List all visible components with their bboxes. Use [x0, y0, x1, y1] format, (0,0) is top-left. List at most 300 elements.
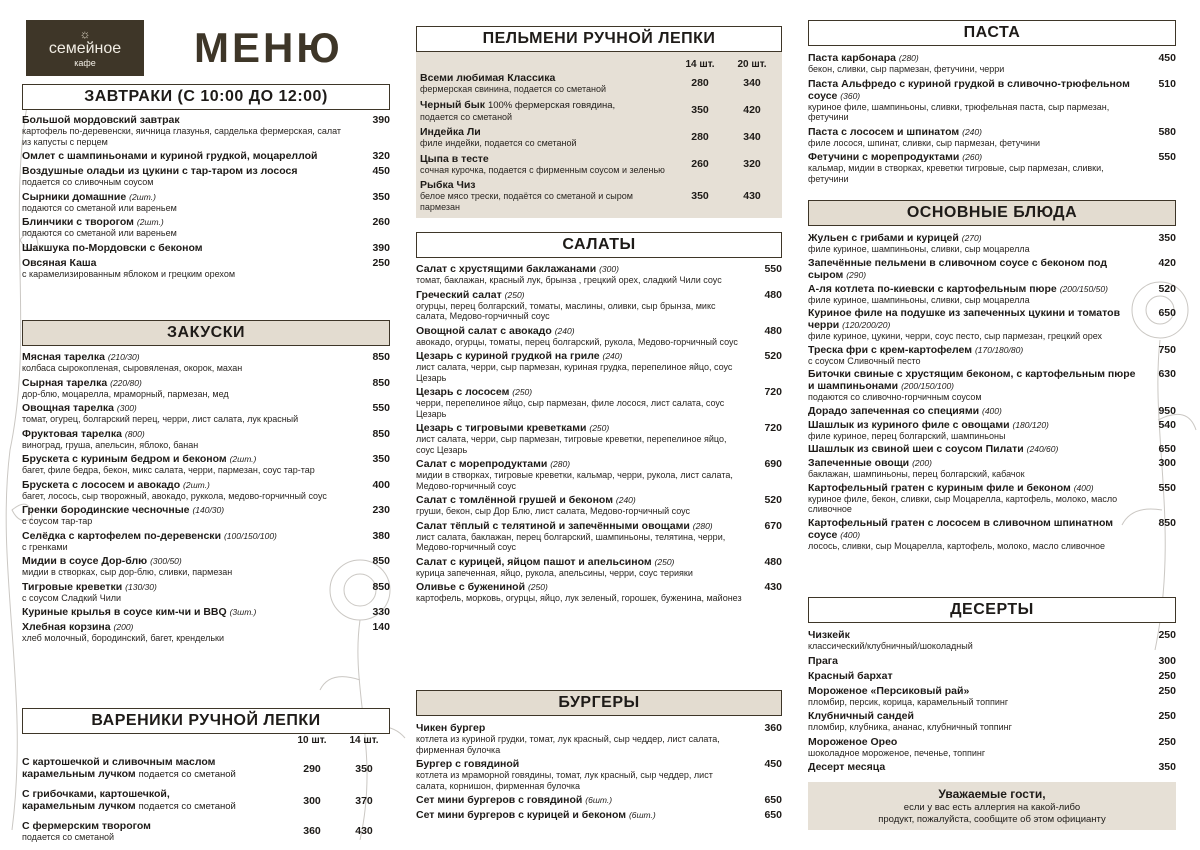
section-appetizers — [22, 320, 390, 647]
menu-item-title: Цезарь с лососем — [416, 386, 510, 398]
section-title: ЗАКУСКИ — [22, 320, 390, 346]
menu-item — [22, 402, 390, 425]
menu-item-title: Фруктовая тарелка — [22, 427, 122, 440]
menu-item-weight: (170/180/80) — [974, 344, 1024, 355]
menu-item-price: 250 — [1158, 710, 1176, 722]
menu-item-weight: (2шт.) — [136, 217, 164, 227]
menu-item — [808, 655, 1176, 667]
menu-item-title: Сырная тарелка — [22, 376, 108, 389]
menu-item — [22, 555, 390, 578]
section-title: БУРГЕРЫ — [416, 690, 782, 716]
menu-item-title: Картофельный гратен с лососем в сливочном шпинатном соусе — [808, 516, 1113, 541]
menu-item-description: томат, огурец, болгарский перец, черри, лист салата, лук красный — [22, 414, 299, 424]
menu-item-description: подается со сметаной — [420, 111, 513, 122]
menu-item — [416, 325, 782, 348]
menu-item-title: Сет мини бургеров с говядиной — [416, 794, 583, 806]
menu-item-title: Брускета с куриным бедром и беконом — [22, 453, 227, 465]
section-vareniki — [22, 708, 390, 850]
menu-item — [808, 257, 1176, 281]
menu-item-name — [808, 457, 1138, 469]
menu-item-title: Мороженое «Персиковый рай» — [808, 684, 970, 697]
menu-item-price: 670 — [764, 519, 782, 532]
menu-item-price: 250 — [372, 256, 390, 269]
menu-item-price: 350 — [372, 453, 390, 465]
menu-item-description: черри, перепелиное яйцо, сыр пармезан, филе лосося, лист салата, соус Цезарь — [416, 398, 725, 419]
menu-item-subline — [22, 800, 286, 813]
menu-item-text — [22, 621, 352, 644]
notice-line-1: если у вас есть аллергия на какой-либо — [903, 802, 1081, 813]
menu-item-title: Бургер с говядиной — [416, 758, 520, 770]
portion-header-b: 14 шт. — [349, 735, 379, 746]
menu-item-price-a: 290 — [303, 762, 321, 775]
menu-item-note: подается со сметаной — [22, 832, 115, 842]
menu-item-weight: (6шт.) — [628, 810, 656, 820]
menu-item — [808, 78, 1176, 123]
section-title: САЛАТЫ — [416, 232, 782, 258]
menu-item-text — [808, 443, 1138, 455]
menu-item-price: 430 — [764, 581, 782, 593]
menu-item-weight: (250) — [654, 556, 675, 567]
menu-item-text — [808, 78, 1138, 123]
menu-item-title: Хлебная корзина — [22, 621, 111, 633]
menu-item-price: 550 — [1158, 151, 1176, 163]
menu-item-price-a: 350 — [691, 104, 709, 117]
menu-item-weight: (130/30) — [125, 581, 157, 592]
menu-item — [808, 419, 1176, 442]
menu-item-price: 390 — [372, 114, 390, 126]
menu-item-title: Клубничный сандей — [808, 710, 914, 722]
menu-item-description: шоколадное мороженое, печенье, топпинг — [808, 747, 986, 758]
menu-item-title: С фермерским творогом — [22, 820, 151, 832]
menu-item-price-b: 340 — [743, 131, 761, 144]
menu-item-text — [22, 453, 352, 476]
menu-item-description: авокадо, огурцы, томаты, перец болгарский, рукола, Медово-горчичный соус — [416, 336, 738, 347]
menu-item-title: Овощной салат с авокадо — [416, 324, 552, 337]
menu-item-text — [22, 351, 352, 374]
menu-item-title: Салат тёплый с телятиной и запечёнными овощами — [416, 519, 690, 532]
menu-item-note: подается со сметаной — [138, 801, 236, 812]
menu-item-extra: 100% фермерская говядина, — [487, 99, 616, 111]
menu-item-description: мидии в створках, тигровые креветки, кальмар, черри, рукола, лист салата, Медово-горчичный соус — [416, 470, 733, 491]
menu-item-weight: (140/30) — [192, 505, 225, 515]
menu-item-text — [808, 232, 1138, 255]
menu-item — [416, 289, 782, 322]
menu-item-weight: (280) — [898, 53, 919, 63]
menu-item-text — [808, 126, 1138, 149]
menu-item-price: 320 — [372, 150, 390, 162]
menu-item-name — [808, 257, 1138, 281]
menu-item-title: Всеми любимая Классика — [420, 72, 556, 84]
menu-item — [416, 809, 782, 821]
menu-item-text — [808, 457, 1138, 480]
menu-item-text — [416, 325, 744, 348]
menu-item-text — [808, 405, 1138, 417]
menu-item-weight: (250) — [527, 582, 548, 592]
menu-item — [416, 350, 782, 383]
menu-item-price: 390 — [372, 241, 390, 254]
menu-item-text — [808, 52, 1138, 75]
menu-item-name — [22, 402, 352, 414]
menu-item-text — [416, 809, 744, 821]
menu-item-title: Паста Альфредо с куриной грудкой в сливочно-трюфельном соусе — [808, 77, 1130, 102]
menu-item-price: 300 — [1158, 654, 1176, 667]
logo-subtitle: кафе — [74, 58, 96, 68]
menu-item-title: Оливье с бужениной — [416, 581, 526, 593]
menu-item — [22, 351, 390, 374]
menu-item-name — [808, 78, 1138, 102]
menu-item-text — [808, 736, 1138, 759]
menu-item-name — [808, 629, 1138, 641]
menu-item-text — [416, 458, 744, 491]
menu-item-description: огурцы, перец болгарский, томаты, маслины, оливки, сыр брынза, микс салата, Медово-горчичный соус — [416, 300, 716, 321]
section-title: ВАРЕНИКИ РУЧНОЙ ЛЕПКИ — [22, 708, 390, 734]
menu-item — [22, 621, 390, 644]
menu-item-name — [808, 232, 1138, 244]
menu-item-description: хлеб молочный, бородинский, багет, крендельки — [22, 633, 224, 643]
menu-item-text — [22, 257, 352, 280]
menu-item-description: сочная курочка, подается с фирменным соусом и зеленью — [420, 164, 665, 175]
menu-item-text — [22, 788, 286, 813]
menu-item-text — [808, 655, 1138, 667]
menu-item-description: курица запеченная, яйцо, рукола, апельсины, черри, соус терияки — [416, 567, 693, 578]
menu-item-description: кальмар, мидии в створках, креветки тигровые, сыр пармезан, сливки, фетучини — [808, 163, 1104, 184]
menu-item-description: лосось, сливки, сыр Моцарелла, картофель, молоко, масло сливочное — [808, 540, 1106, 551]
menu-item-price: 260 — [372, 216, 390, 228]
menu-item — [808, 457, 1176, 480]
menu-item-title: Картофельный гратен с куриным филе и беконом — [808, 481, 1071, 494]
menu-item-title: Мидии в соусе Дор-блю — [22, 555, 148, 567]
menu-item-name — [420, 99, 674, 112]
menu-item-title: Греческий салат — [416, 288, 502, 301]
menu-item-price: 520 — [1158, 282, 1176, 295]
menu-item — [22, 191, 390, 214]
menu-item-name — [416, 758, 744, 770]
menu-item-text — [416, 494, 744, 517]
menu-item-price: 400 — [372, 478, 390, 491]
menu-item-description: котлета из куриной грудки, томат, лук красный, сыр чеддер, лист салата, фирменная булочка — [416, 734, 720, 755]
menu-item — [420, 179, 778, 212]
menu-item — [22, 756, 390, 781]
menu-item-price-a: 280 — [691, 131, 709, 144]
menu-item-description: куриное филе, шампиньоны, сливки, трюфельная паста, сыр пармезан, фетучини — [808, 101, 1110, 122]
page-title: МЕНЮ — [194, 24, 343, 71]
menu-item-price-b: 340 — [743, 77, 761, 90]
menu-item — [22, 606, 390, 618]
menu-item-name — [22, 216, 352, 228]
menu-item-price: 550 — [764, 263, 782, 275]
menu-item — [808, 232, 1176, 255]
menu-item-subline — [22, 768, 286, 781]
portion-header-b: 20 шт. — [737, 59, 767, 70]
menu-item-title: Куриное филе на подушке из запеченных цукини и томатов черри — [808, 307, 1121, 331]
menu-item-price: 450 — [764, 758, 782, 770]
menu-item-title: С грибочками, картошечкой, — [22, 788, 170, 800]
sun-icon: ☼ — [79, 27, 91, 41]
menu-item-description: груши, бекон, сыр Дор Блю, лист салата, Медово-горчичный соус — [416, 506, 691, 516]
menu-item — [808, 368, 1176, 403]
menu-item-description: подается со сливочным соусом — [22, 177, 154, 187]
menu-item-price: 250 — [1158, 684, 1176, 697]
menu-item — [808, 761, 1176, 773]
menu-item-text — [22, 402, 352, 425]
logo-name: семейное — [48, 40, 122, 57]
menu-item-title: Селёдка с картофелем по-деревенски — [22, 529, 222, 542]
menu-item-weight: (250) — [512, 387, 533, 397]
menu-item-title: Чикен бургер — [416, 722, 486, 734]
menu-item-weight: (2шт.) — [183, 479, 210, 490]
menu-item-text — [420, 99, 674, 123]
menu-item-name — [808, 670, 1138, 682]
menu-item-price: 650 — [764, 794, 782, 806]
menu-item-title: Сырники домашние — [22, 190, 127, 203]
menu-item-price-a: 350 — [691, 189, 709, 202]
menu-item-description: куриное филе, бекон, сливки, сыр Моцарелла, картофель, молоко, масло сливочное — [808, 493, 1118, 514]
menu-item-price: 850 — [1158, 516, 1176, 529]
menu-item-text — [22, 114, 352, 147]
menu-item-name — [22, 453, 352, 465]
menu-item-price: 510 — [1158, 77, 1176, 90]
menu-item-text — [416, 794, 744, 806]
menu-item-text — [416, 289, 744, 322]
menu-item-description: баклажан, шампиньоны, перец болгарский, кабачок — [808, 469, 1025, 479]
menu-item-text — [22, 242, 352, 254]
menu-item — [22, 114, 390, 147]
menu-item-description: филе куриное, шампиньоны, сливки, сыр моцарелла — [808, 244, 1030, 254]
menu-item-weight: (260) — [962, 152, 983, 162]
menu-item-name — [22, 257, 352, 269]
menu-item-text — [808, 307, 1138, 342]
menu-item-description: виноград, груша, апельсин, яблоко, банан — [22, 439, 199, 450]
menu-item-title: Шашлык из свиной шеи с соусом Пилати — [808, 443, 1024, 455]
menu-item-name — [416, 386, 744, 398]
menu-item-title: Черный бык — [420, 98, 486, 111]
menu-item-description: картофель по-деревенски, яичница глазунья, сарделька фермерская, салат из капусты с перцем — [22, 126, 341, 147]
menu-item-text — [416, 520, 744, 553]
menu-item — [808, 126, 1176, 149]
menu-item-description: филе куриное, перец болгарский, шампиньоны — [808, 430, 1006, 441]
menu-item — [22, 150, 390, 162]
menu-item-description: багет, лосось, сыр творожный, авокадо, руккола, медово-горчичный соус — [22, 490, 327, 501]
menu-item-description: подаются со сметаной или вареньем — [22, 202, 177, 213]
menu-item-text — [808, 761, 1138, 773]
menu-item-price: 250 — [1158, 735, 1176, 748]
menu-item-price-a: 360 — [303, 825, 321, 838]
menu-item-price: 580 — [1158, 125, 1176, 138]
section-pasta — [808, 20, 1176, 187]
menu-item-description: бекон, сливки, сыр пармезан, фетучини, черри — [808, 64, 1005, 74]
menu-item-price: 350 — [1158, 761, 1176, 773]
menu-item-description: с гренками — [22, 541, 68, 552]
menu-item-price: 140 — [372, 621, 390, 633]
menu-item-name — [416, 325, 744, 337]
menu-item — [22, 479, 390, 502]
menu-item-price: 550 — [1158, 481, 1176, 494]
menu-item-text — [22, 191, 352, 214]
menu-item-name — [808, 307, 1138, 331]
menu-item-price-b: 430 — [743, 189, 761, 202]
menu-item-name — [416, 289, 744, 301]
menu-item-description: с карамелизированным яблоком и грецким орехом — [22, 268, 236, 279]
menu-item-weight: (280) — [550, 459, 571, 469]
menu-item-text — [416, 758, 744, 791]
menu-item-description: филе индейки, подается со сметаной — [420, 138, 577, 148]
menu-item-price-a: 260 — [691, 157, 709, 170]
menu-item-name — [416, 422, 744, 434]
menu-item-title: Прага — [808, 654, 839, 667]
menu-item-price: 350 — [372, 190, 390, 203]
menu-item-name — [416, 350, 744, 362]
menu-item — [22, 216, 390, 239]
menu-item-title: Фетучини с морепродуктами — [808, 151, 960, 163]
menu-item-description: лист салата, черри, сыр пармезан, куриная грудка, перепелиное яйцо, соус Цезарь — [416, 362, 733, 383]
section-desserts — [808, 597, 1176, 776]
menu-item-weight: (2шт.) — [129, 191, 156, 202]
menu-item-price: 520 — [764, 494, 782, 506]
menu-item-price: 360 — [764, 722, 782, 734]
menu-item — [22, 504, 390, 527]
menu-item-weight: (300) — [599, 264, 619, 274]
menu-item-text — [808, 710, 1138, 733]
menu-item-text — [808, 368, 1138, 403]
menu-item-name — [22, 581, 352, 593]
menu-item — [808, 482, 1176, 515]
menu-item — [22, 820, 390, 843]
menu-item-name — [420, 153, 674, 165]
menu-item-title: Жульен с грибами и курицей — [808, 232, 959, 244]
menu-item-text — [22, 555, 352, 578]
menu-item-name — [416, 520, 744, 532]
menu-item — [22, 242, 390, 254]
menu-item-weight: (220/80) — [110, 377, 142, 388]
menu-item-description: дор-блю, моцарелла, мраморный, пармезан, мед — [22, 388, 229, 399]
menu-column-left — [22, 0, 390, 848]
menu-item-text — [416, 722, 744, 755]
menu-item-weight: (280) — [692, 520, 713, 531]
menu-item-title: Блинчики с творогом — [22, 216, 134, 228]
menu-item-price: 650 — [1158, 443, 1176, 455]
menu-item-price: 450 — [372, 165, 390, 177]
menu-item-weight: (100/150/100) — [223, 530, 277, 541]
menu-item-title: Индейка Ли — [420, 126, 481, 138]
menu-item-text — [22, 150, 352, 162]
menu-item-weight: (2шт.) — [229, 454, 257, 464]
menu-item-weight: (240) — [962, 126, 982, 137]
menu-item-name — [416, 458, 744, 470]
menu-item-weight: (300) — [116, 403, 137, 413]
menu-item-weight: (210/30) — [107, 352, 140, 362]
menu-item-title: Салат с хрустящими баклажанами — [416, 263, 597, 275]
menu-item-text — [22, 581, 352, 604]
menu-item-title: Овощная тарелка — [22, 402, 114, 414]
menu-item-weight: (180/120) — [1012, 419, 1049, 430]
menu-item-title: А-ля котлета по-киевски с картофельным пюре — [808, 282, 1057, 295]
menu-item — [22, 377, 390, 400]
menu-item-price: 350 — [1158, 232, 1176, 244]
menu-item-weight: (200/150/100) — [901, 381, 955, 391]
menu-item-text — [416, 581, 744, 604]
section-main-dishes — [808, 200, 1176, 553]
allergy-notice — [808, 782, 1176, 830]
menu-item — [22, 453, 390, 476]
menu-item — [416, 520, 782, 553]
menu-item-title: Шашлык из куриного филе с овощами — [808, 418, 1010, 431]
menu-item-weight: (240/60) — [1026, 444, 1059, 454]
menu-item-title: Куриные крылья в соусе ким-чи и BBQ — [22, 606, 227, 618]
menu-item-title: Гренки бородинские чесночные — [22, 504, 190, 516]
menu-item-title: Брускета с лососем и авокадо — [22, 478, 181, 491]
menu-item-name — [808, 283, 1138, 295]
menu-item-title: Биточки свиные с хрустящим беконом, с картофельным пюре и шампиньонами — [808, 368, 1136, 392]
menu-item-text — [420, 72, 674, 95]
menu-item-text — [22, 530, 352, 553]
menu-item — [416, 581, 782, 604]
section-breakfast — [22, 84, 390, 282]
menu-item — [808, 629, 1176, 652]
menu-item-name — [416, 556, 744, 568]
menu-item — [808, 670, 1176, 682]
menu-item-name — [22, 504, 352, 516]
portion-header-a: 10 шт. — [297, 735, 327, 746]
menu-item-description: пломбир, персик, корица, карамельный топпинг — [808, 696, 1009, 707]
menu-item-title: С картошечкой и сливочным маслом — [22, 756, 216, 768]
menu-item-name — [416, 494, 744, 506]
menu-item-price: 300 — [1158, 457, 1176, 469]
menu-item-name — [22, 621, 352, 633]
menu-item-name — [808, 52, 1138, 64]
menu-item — [420, 99, 778, 123]
menu-item-title: Тигровые креветки — [22, 580, 123, 593]
menu-item-title: Запечённые пельмени в сливочном соусе с беконом под сыром — [808, 256, 1107, 281]
menu-item-text — [416, 422, 744, 455]
menu-item-price: 850 — [372, 427, 390, 440]
menu-item-name — [808, 126, 1138, 138]
menu-column-middle — [416, 0, 782, 848]
menu-item-price: 520 — [764, 350, 782, 362]
menu-item-title: Сет мини бургеров с курицей и беконом — [416, 809, 627, 821]
menu-item — [808, 52, 1176, 75]
menu-item-title: Десерт месяца — [808, 761, 886, 773]
menu-item-name — [808, 419, 1138, 431]
menu-item-price: 690 — [764, 458, 782, 470]
section-title: ПАСТА — [808, 20, 1176, 46]
portion-header — [420, 58, 778, 72]
menu-item-weight: (200) — [113, 622, 134, 632]
menu-item-text — [416, 556, 744, 579]
menu-item-title: Рыбка Чиз — [420, 179, 476, 191]
menu-item-title: Запеченные овощи — [808, 457, 910, 469]
menu-item-weight: (400) — [982, 405, 1002, 416]
menu-item-price-b: 430 — [355, 825, 373, 838]
menu-item-price: 720 — [764, 422, 782, 434]
section-title: ПЕЛЬМЕНИ РУЧНОЙ ЛЕПКИ — [416, 26, 782, 52]
menu-item-text — [808, 670, 1138, 682]
menu-item-name — [22, 377, 352, 389]
menu-item-description: лист салата, баклажан, перец болгарский, шампиньоны, телятина, черри, Медово-горчичный соус — [416, 531, 726, 552]
menu-item — [416, 794, 782, 806]
menu-item-price: 550 — [372, 402, 390, 414]
menu-column-right — [808, 0, 1176, 848]
menu-item — [416, 458, 782, 491]
menu-item-title: Салат с томлённой грушей и беконом — [416, 494, 613, 506]
menu-item-title: Шакшука по-Мордовски с беконом — [22, 241, 203, 254]
menu-item-price: 480 — [764, 288, 782, 301]
menu-item-price: 230 — [372, 504, 390, 516]
menu-item-text — [22, 606, 352, 618]
menu-item-description: классический/клубничный/шоколадный — [808, 641, 973, 651]
menu-item-name — [808, 685, 1138, 697]
menu-item-name — [416, 794, 744, 806]
menu-item-title: Треска фри с крем-картофелем — [808, 343, 973, 356]
